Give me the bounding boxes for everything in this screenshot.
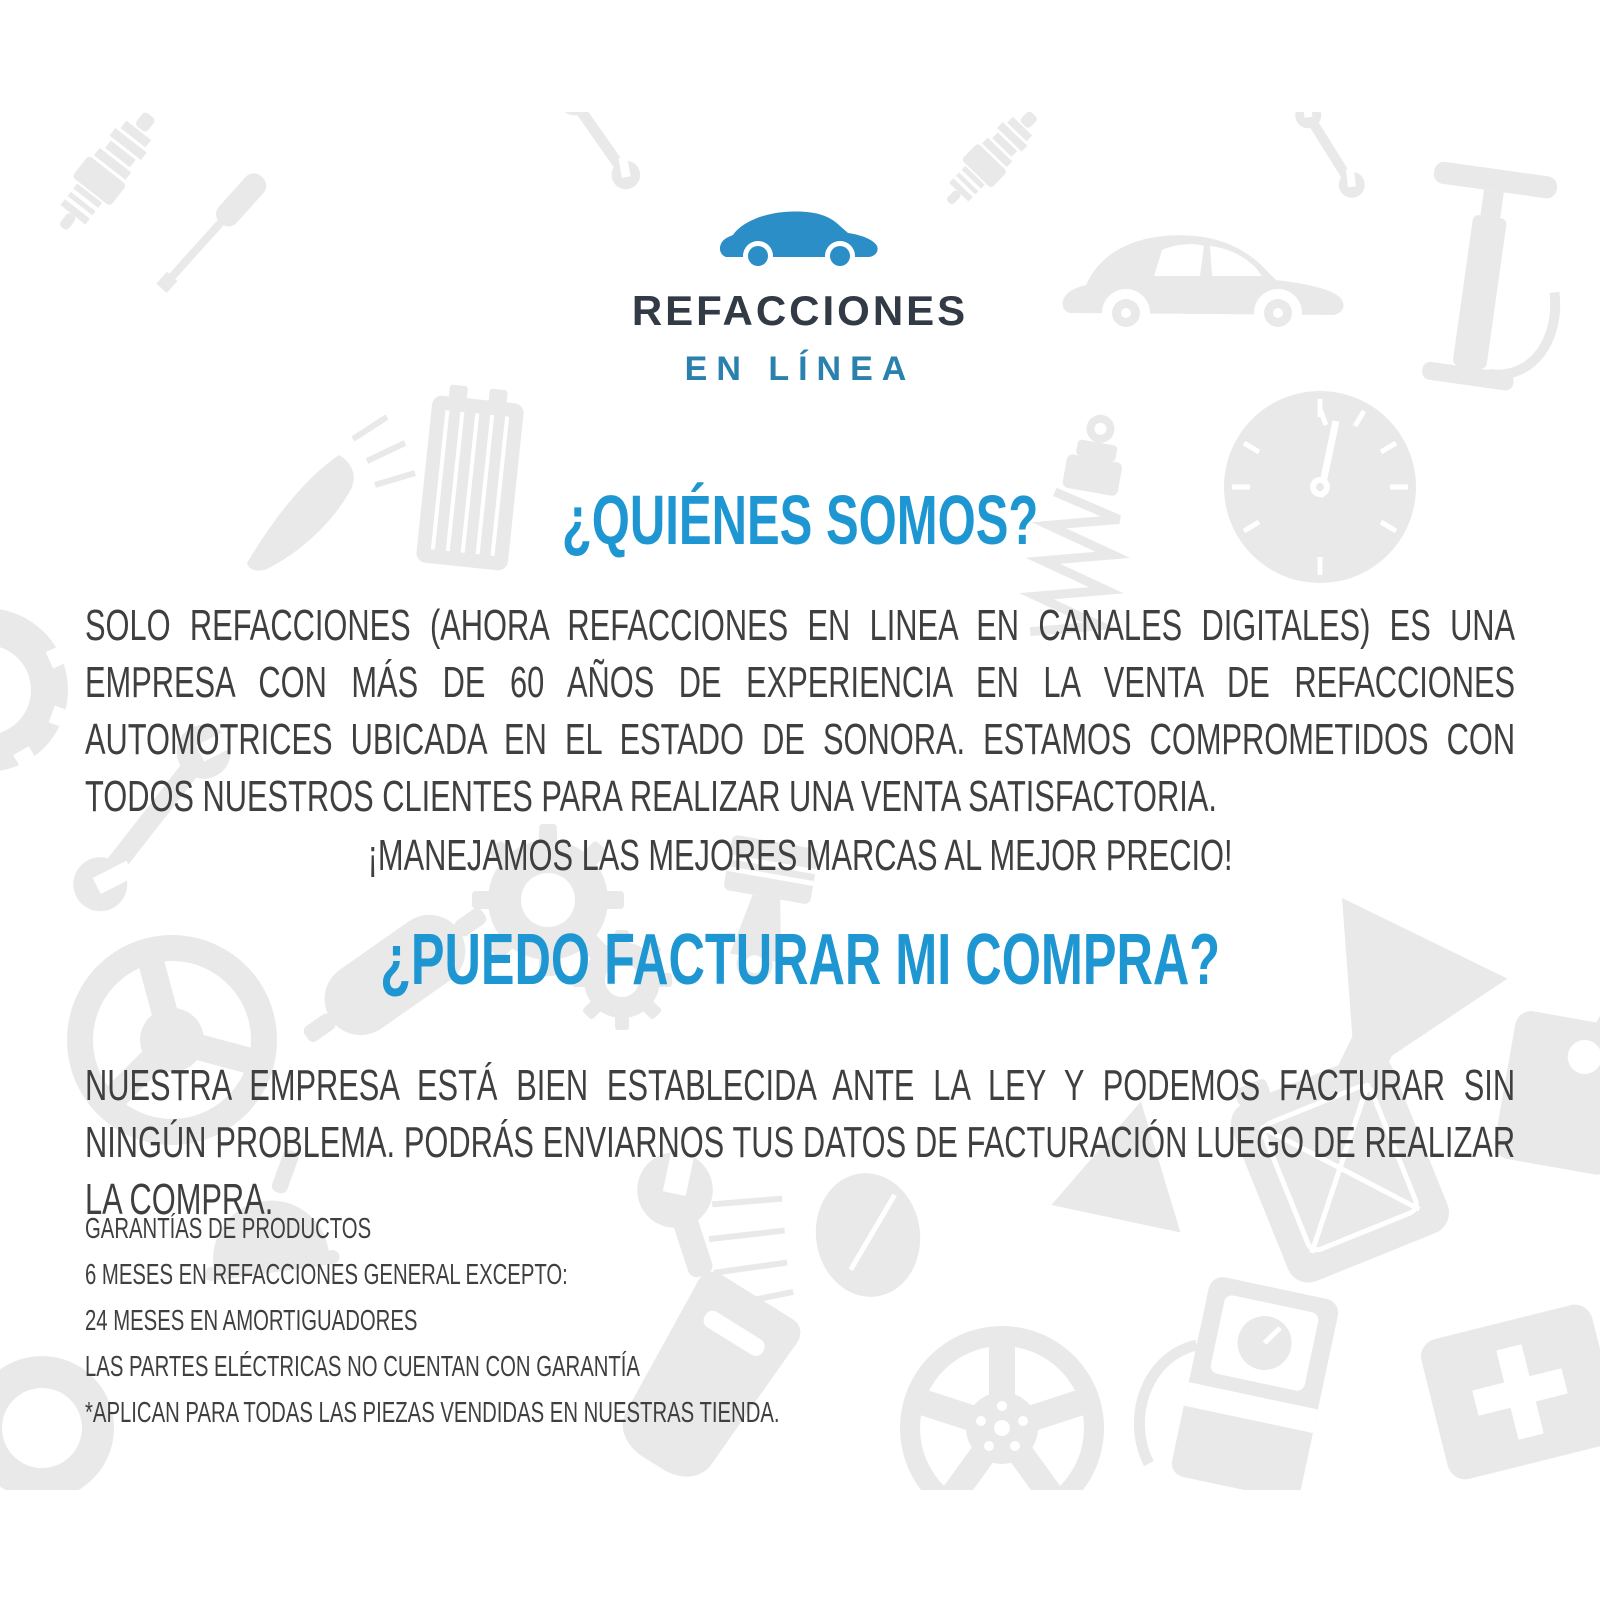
tagline: ¡MANEJAMOS LAS MEJORES MARCAS AL MEJOR PRECIO! xyxy=(367,831,1233,880)
warranty-list xyxy=(85,1206,1515,1436)
warranty-line-note: *APLICAN PARA TODAS LAS PIEZAS VENDIDAS EN NUESTRAS TIENDA. xyxy=(85,1397,780,1429)
car-logo-icon xyxy=(716,201,884,275)
billing-paragraph: NUESTRA EMPRESA ESTÁ BIEN ESTABLECIDA ANTE LA LEY Y PODEMOS FACTURAR SIN NINGÚN PROBLEMA. PODRÁS ENVIARNOS TUS DATOS DE FACTURACIÓN LUEGO DE REALIZAR LA COMPRA. xyxy=(85,1061,1516,1224)
who-we-are-heading: ¿QUIÉNES SOMOS? xyxy=(561,480,1039,559)
who-we-are-paragraph: SOLO REFACCIONES (AHORA REFACCIONES EN LINEA EN CANALES DIGITALES) ES UNA EMPRESA CON MÁS DE 60 AÑOS DE EXPERIENCIA EN LA VENTA DE REFACCIONES AUTOMOTRICES UBICADA EN EL ESTADO DE SONORA. ESTAMOS COMPROMETIDOS CON TODOS NUESTROS CLIENTES PARA REALIZAR UNA VENTA SATISFACTORIA. xyxy=(85,601,1516,821)
warranty-line-electric: LAS PARTES ELÉCTRICAS NO CUENTAN CON GARANTÍA xyxy=(85,1351,640,1383)
spark-plug-icon xyxy=(934,100,1049,217)
spark-plug-icon xyxy=(43,101,169,243)
tire-icon xyxy=(0,608,70,772)
billing-heading: ¿PUEDO FACTURAR MI COMPRA? xyxy=(380,920,1221,1001)
warranty-line-title: GARANTÍAS DE PRODUCTOS xyxy=(85,1213,372,1245)
brand-subtitle: EN LÍNEA xyxy=(684,350,916,388)
screwdriver-icon xyxy=(153,169,271,297)
warranty-line-shocks: 24 MESES EN AMORTIGUADORES xyxy=(85,1305,418,1337)
brand-name: REFACCIONES xyxy=(631,287,969,334)
warranty-line-general: 6 MESES EN REFACCIONES GENERAL EXCEPTO: xyxy=(85,1259,568,1291)
